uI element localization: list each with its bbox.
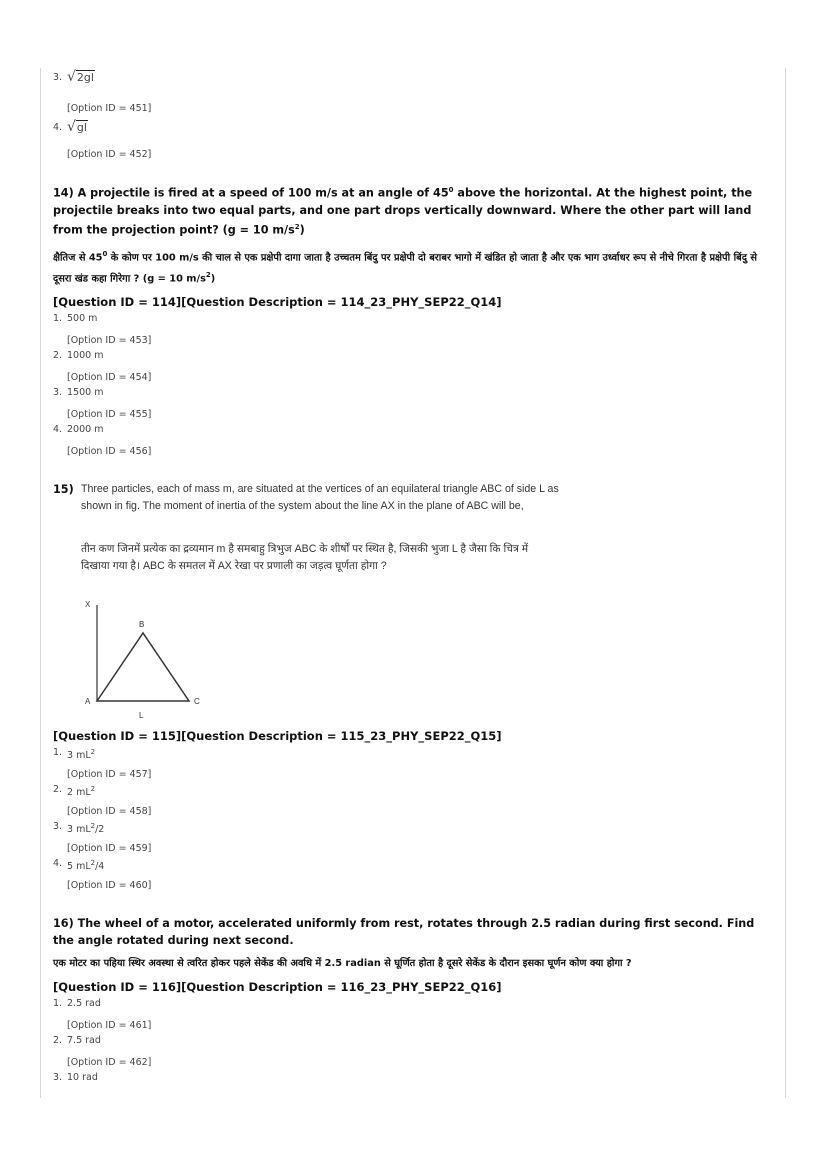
- option-value: √2gl: [67, 69, 94, 85]
- option-1: 1. 2.5 rad: [53, 998, 101, 1009]
- question-14-text: 14) A projectile is fired at a speed of 100 m/s at an angle of $45^0$ above the horizontal. At the highest point, the projectile breaks into two equal parts, and one part drops vertically downward. Where the other part will land from the projection point? (g = 10 $m/s^2$): [53, 186, 753, 237]
- radicand: 2gl: [76, 71, 94, 84]
- radicand: gl: [76, 121, 87, 134]
- option-number: 4.: [53, 122, 63, 133]
- option-id: [Option ID = 460]: [67, 880, 152, 891]
- option-4: 4. 5 $mL^2/4$: [53, 858, 105, 873]
- question-16-text: 16) The wheel of a motor, accelerated uniformly from rest, rotates through 2.5 radian during first second. Find the angle rotated during next second.: [53, 917, 755, 947]
- option-id: [Option ID = 462]: [67, 1057, 152, 1068]
- option-id: [Option ID = 457]: [67, 769, 152, 780]
- option-id: [Option ID = 458]: [67, 806, 152, 817]
- question-15-hindi: तीन कण जिनमें प्रत्येक का द्रव्यमान m है समबाहु त्रिभुज ABC के शीर्षों पर स्थित है, जिसकी भुजा L है जैसा कि चित्र में दिखाया गया है। ABC के समतल में AX रेखा पर प्रणाली का जड़त्व घूर्णता होगा ?: [81, 543, 529, 572]
- option-1: 1. 3 $mL^2$: [53, 747, 96, 762]
- label-l: L: [139, 711, 144, 720]
- option-number: 3.: [53, 72, 63, 83]
- triangle-abc: [97, 633, 189, 701]
- option-3: 3. 1500 m: [53, 387, 104, 398]
- option-2: 2. 2 $mL^2$: [53, 784, 96, 799]
- option-value: √gl: [67, 119, 87, 135]
- option-2: 2. 1000 m: [53, 350, 104, 361]
- option-id: [Option ID = 459]: [67, 843, 152, 854]
- label-a: A: [85, 697, 91, 706]
- label-c: C: [194, 697, 200, 706]
- option-id: [Option ID = 456]: [67, 446, 152, 457]
- option-id: [Option ID = 455]: [67, 409, 152, 420]
- label-b: B: [139, 620, 145, 629]
- option-id: [Option ID = 461]: [67, 1020, 152, 1031]
- option-id: [Option ID = 451]: [67, 103, 152, 114]
- triangle-figure: [73, 593, 233, 723]
- page-content: [53, 68, 773, 1085]
- option-id: [Option ID = 453]: [67, 335, 152, 346]
- option-id: [Option ID = 452]: [67, 149, 152, 160]
- question-15-text: [53, 481, 773, 527]
- question-14-hindi: क्षैतिज से $45^0$ के कोण पर 100 m/s की चाल से एक प्रक्षेपी दागा जाता है उच्चतम बिंदु पर प्रक्षेपी दो बराबर भागो में खंडित हो जाता है और एक भाग उर्ध्वाधर रूप से नीचे गिरता है प्रक्षेपी बिंदु से दूसरा खंड कहा गिरेगा ? (g = 10 $m/s^2$): [53, 250, 757, 284]
- option-4: [53, 120, 773, 135]
- question-15-id: [Question ID = 115][Question Description = 115_23_PHY_SEP22_Q15]: [53, 729, 502, 743]
- question-16-hindi: एक मोटर का पहिया स्थिर अवस्था से त्वरित होकर पहले सेकेंड की अवधि में 2.5 radian से घूर्णित होता है दूसरे सेकेंड के दौरान इसका घूर्णन कोण क्या होगा ?: [53, 958, 632, 969]
- page-frame: [40, 68, 786, 1098]
- option-2: 2. 7.5 rad: [53, 1035, 101, 1046]
- option-3: [53, 70, 773, 85]
- question-14-id: [Question ID = 114][Question Description = 114_23_PHY_SEP22_Q14]: [53, 295, 502, 309]
- question-15-english: Three particles, each of mass m, are situated at the vertices of an equilateral triangle ABC of side L as shown in fig. The moment of inertia of the system about the line AX in the plane of ABC will be,: [81, 483, 559, 512]
- option-3: 3. 3 $mL^2/2$: [53, 821, 105, 836]
- question-number: 15): [53, 483, 74, 496]
- option-id: [Option ID = 454]: [67, 372, 152, 383]
- question-16-id: [Question ID = 116][Question Description = 116_23_PHY_SEP22_Q16]: [53, 980, 502, 994]
- option-1: 1. 500 m: [53, 313, 98, 324]
- label-x: X: [85, 600, 91, 609]
- option-3: 3. 10 rad: [53, 1072, 98, 1083]
- option-4: 4. 2000 m: [53, 424, 104, 435]
